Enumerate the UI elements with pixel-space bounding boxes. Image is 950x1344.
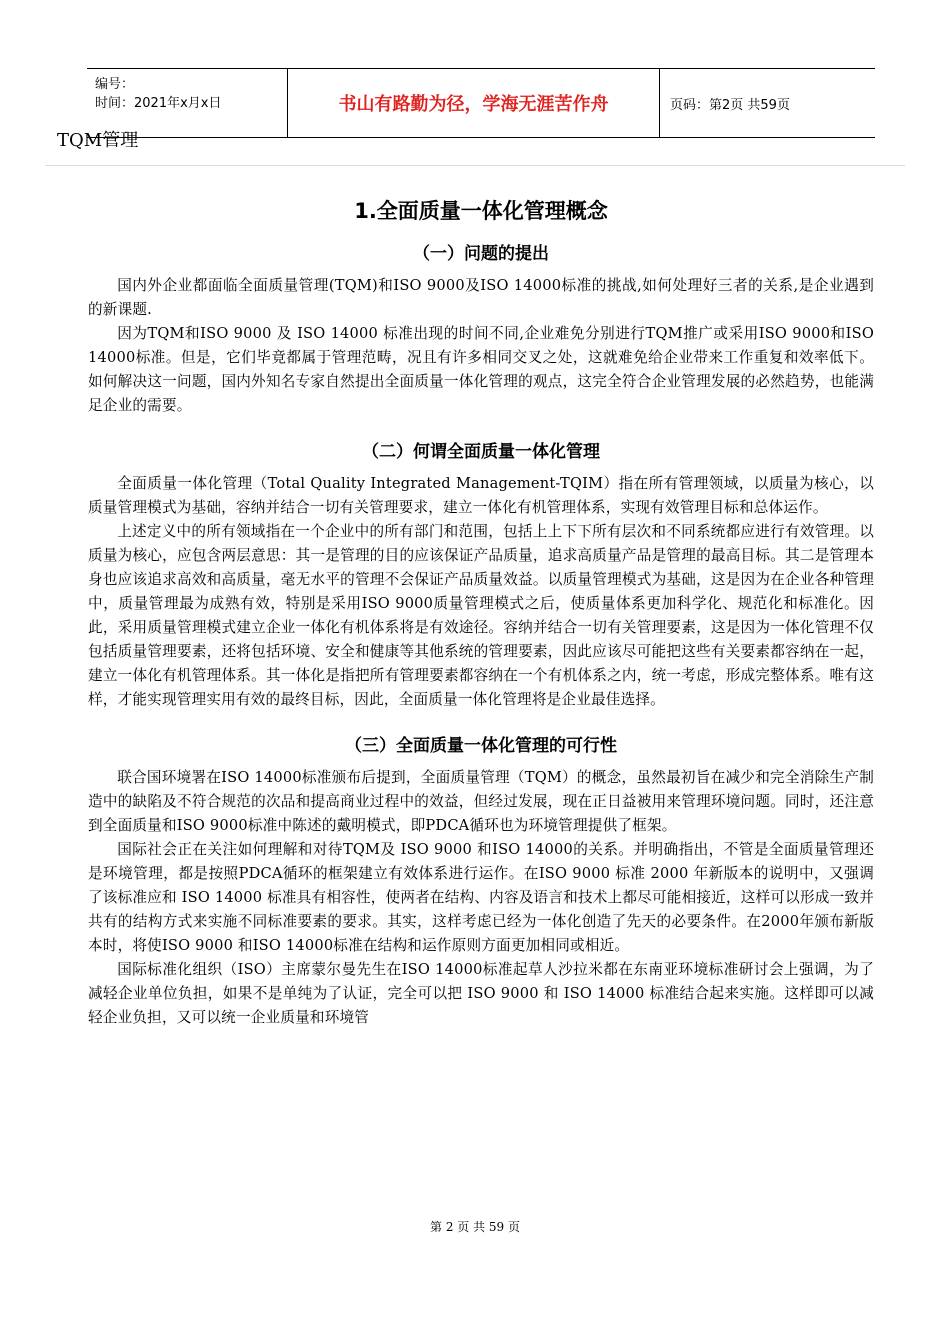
section-heading-2: （二）何谓全面质量一体化管理	[362, 442, 600, 462]
header-motto: 书山有路勤为径，学海无涯苦作舟	[338, 94, 609, 115]
paragraph: 全面质量一体化管理（Total Quality Integrated Management-TQIM）指在所有管理领域，以质量为核心，以质量管理模式为基础，容纳并结合一切有关管理要求，建立一体化有机管理体系，实现有效管理目标和总体运作。	[88, 475, 874, 516]
footer-page-number: 第 2 页 共 59 页	[430, 1220, 520, 1234]
paragraph: 国际标准化组织（ISO）主席蒙尔曼先生在ISO 14000标准起草人沙拉米都在东南亚环境标准研讨会上强调，为了减轻企业单位负担，如果不是单纯为了认证，完全可以把 ISO 9000 和 ISO 14000 标准结合起来实施。这样即可以减轻企业负担，又可以统一企业质量和环境管	[88, 961, 874, 1026]
section-heading-3: （三）全面质量一体化管理的可行性	[345, 736, 617, 756]
paragraph: 国内外企业都面临全面质量管理(TQM)和ISO 9000及ISO 14000标准的挑战,如何处理好三者的关系,是企业遇到的新课题.	[88, 277, 874, 318]
header-motto-cell	[287, 69, 660, 137]
document-tag: TQM管理	[57, 130, 139, 151]
section-heading-1: （一）问题的提出	[413, 244, 549, 264]
paragraph: 联合国环境署在ISO 14000标准颁布后提到，全面质量管理（TQM）的概念，虽然最初旨在减少和完全消除生产制造中的缺陷及不符合规范的次品和提高商业过程中的效益，但经过发展，现在正日益被用来管理环境问题。同时，还注意到全面质量和ISO 9000标准中陈述的戴明模式，即PDCA循环也为环境管理提供了框架。	[88, 769, 874, 834]
paragraph: 国际社会正在关注如何理解和对待TQM及 ISO 9000 和ISO 14000的关系。并明确指出，不管是全面质量管理还是环境管理，都是按照PDCA循环的框架建立有效体系进行运作。在ISO 9000 标准 2000 年新版本的说明中，又强调了该标准应和 ISO 14000 标准具有相容性，使两者在结构、内容及语言和技术上都尽可能相接近，这样可以形成一致并共有的结构方式来实施不同标准要素的要求。其实，这样考虑已经为一体化创造了先天的必要条件。在2000年颁布新版本时，将使ISO 9000 和ISO 14000标准在结构和运作原则方面更加相同或相近。	[88, 841, 874, 954]
paragraph: 上述定义中的所有领域指在一个企业中的所有部门和范围，包括上上下下所有层次和不同系统都应进行有效管理。以质量为核心，应包含两层意思：其一是管理的目的应该保证产品质量，追求高质量产品是管理的最高目标。其二是管理本身也应该追求高效和高质量，毫无水平的管理不会保证产品质量效益。以质量管理模式为基础，这是因为在企业各种管理中，质量管理最为成熟有效，特别是采用ISO 9000质量管理模式之后，使质量体系更加科学化、规范化和标准化。因此，采用质量管理模式建立企业一体化有机体系将是有效途径。容纳并结合一切有关管理要素，这是因为一体化管理不仅包括质量管理要素，还将包括环境、安全和健康等其他系统的管理要素，因此应该尽可能把这些有关要素都容纳在一起，建立一体化有机管理体系。其一体化是指把所有管理要素都容纳在一个有机体系之内，统一考虑，形成完整体系。唯有这样，才能实现管理实用有效的最终目标，因此，全面质量一体化管理将是企业最佳选择。	[88, 523, 874, 708]
header-table	[87, 68, 875, 138]
page-title: 1.全面质量一体化管理概念	[354, 199, 608, 223]
document-body	[88, 194, 874, 1030]
paragraph: 因为TQM和ISO 9000 及 ISO 14000 标准出现的时间不同,企业难免分别进行TQM推广或采用ISO 9000和ISO 14000标准。但是，它们毕竟都属于管理范畴，况且有许多相同交叉之处，这就难免给企业带来工作重复和效率低下。如何解决这一问题，国内外知名专家自然提出全面质量一体化管理的观点，这完全符合企业管理发展的必然趋势，也能满足企业的需要。	[88, 325, 874, 414]
document-time-label: 时间：2021年x月x日	[95, 96, 222, 111]
document-number-label: 编号：	[95, 77, 135, 92]
header-page-info: 页码：第2页 共59页	[670, 97, 790, 113]
header-divider	[45, 165, 905, 166]
